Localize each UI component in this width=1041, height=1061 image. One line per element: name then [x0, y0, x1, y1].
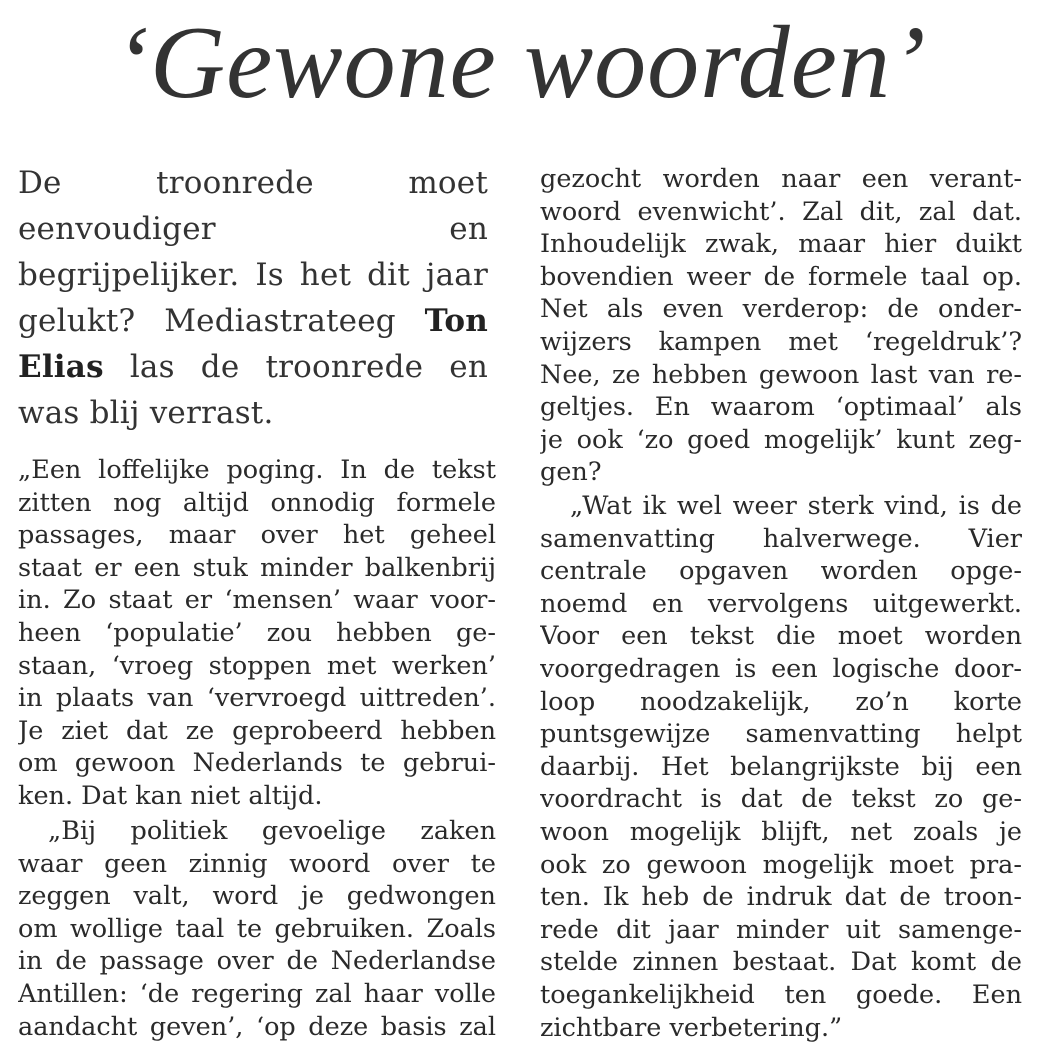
- intro-line-text: las de troonrede en: [103, 349, 488, 385]
- text-line: Voor een tekst die moet worden: [540, 621, 1022, 652]
- text-line: ten. Ik heb de indruk dat de troon-: [540, 882, 1022, 913]
- text-line: Je ziet dat ze geprobeerd hebben: [18, 715, 496, 746]
- text-line: gen?: [540, 457, 602, 488]
- text-line: „Wat ik wel weer sterk vind, is de: [570, 491, 1022, 521]
- intro-line-text: gelukt? Mediastrateeg: [18, 303, 425, 339]
- intro-line: [18, 298, 488, 344]
- text-line: staan, ‘vroeg stoppen met werken’: [18, 650, 496, 681]
- left-paragraph-2: [18, 815, 496, 1043]
- text-line: zichtbare verbetering.”: [540, 1012, 843, 1043]
- text-line: zeggen valt, word je gedwongen: [18, 881, 496, 912]
- text-line: ook zo gewoon mogelijk moet pra-: [540, 849, 1022, 880]
- text-line: zitten nog altijd onnodig formele: [18, 487, 496, 518]
- text-line: Nee, ze hebben gewoon last van re-: [540, 359, 1022, 390]
- text-line: staat er een stuk minder balkenbrij: [18, 552, 496, 583]
- headline: ‘Gewone woorden’: [114, 5, 927, 120]
- intro-line: was blij verrast.: [18, 395, 274, 431]
- text-line: woon mogelijk blijft, net zoals je: [540, 816, 1022, 847]
- text-line: geltjes. En waarom ‘optimaal’ als: [540, 392, 1022, 423]
- text-line: daarbij. Het belangrijkste bij een: [540, 751, 1022, 782]
- text-line: waar geen zinnig woord over te: [18, 848, 496, 879]
- text-line: gezocht worden naar een verant-: [540, 164, 1022, 194]
- text-line: in de passage over de Nederlandse: [18, 946, 496, 977]
- text-line: samenvatting halverwege. Vier: [540, 523, 1022, 554]
- author-last-name: Elias: [18, 349, 104, 385]
- text-line: noemd en vervolgens uitgewerkt.: [540, 588, 1022, 619]
- text-line: om wollige taal te gebruiken. Zoals: [18, 913, 496, 944]
- intro-line: De troonrede moet: [18, 165, 488, 201]
- text-line: in. Zo staat er ‘mensen’ waar voor-: [18, 585, 496, 616]
- text-line: Inhoudelijk zwak, maar hier duikt: [540, 229, 1022, 260]
- text-line: heen ‘populatie’ zou hebben ge-: [18, 617, 496, 648]
- right-paragraph-1: [540, 163, 1022, 489]
- text-line: woord evenwicht’. Zal dit, zal dat.: [540, 196, 1022, 227]
- text-line: Net als even verderop: de onder-: [540, 294, 1022, 325]
- text-line: aandacht geven’, ‘op deze basis zal: [18, 1011, 496, 1042]
- text-line: ken. Dat kan niet altijd.: [18, 780, 323, 811]
- text-line: je ook ‘zo goed mogelijk’ kunt zeg-: [540, 424, 1022, 455]
- text-line: Antillen: ‘de regering zal haar volle: [18, 978, 496, 1009]
- left-paragraph-1: [18, 454, 496, 813]
- text-line: toegankelijkheid ten goede. Een: [540, 979, 1022, 1010]
- text-line: passages, maar over het geheel: [18, 520, 496, 551]
- intro-lead: [18, 160, 488, 436]
- text-line: wijzers kampen met ‘regeldruk’?: [540, 326, 1022, 357]
- text-line: bovendien weer de formele taal op.: [540, 261, 1022, 292]
- text-line: „Bij politiek gevoelige zaken: [48, 816, 496, 846]
- intro-line: [18, 344, 488, 390]
- text-line: in plaats van ‘vervroegd uittreden’.: [18, 683, 496, 714]
- author-first-name: Ton: [424, 303, 488, 339]
- text-line: centrale opgaven worden opge-: [540, 556, 1022, 587]
- text-line: voordracht is dat de tekst zo ge-: [540, 784, 1022, 815]
- text-line: stelde zinnen bestaat. Dat komt de: [540, 947, 1022, 978]
- text-line: om gewoon Nederlands te gebrui-: [18, 748, 496, 779]
- intro-line: eenvoudiger en: [18, 211, 488, 247]
- text-line: voorgedragen is een logische door-: [540, 653, 1022, 684]
- right-paragraph-2: [540, 490, 1022, 1044]
- text-line: rede dit jaar minder uit samenge-: [540, 914, 1022, 945]
- intro-line: begrijpelijker. Is het dit jaar: [18, 257, 488, 293]
- text-line: puntsgewijze samenvatting helpt: [540, 719, 1022, 750]
- text-line: loop noodzakelijk, zo’n korte: [540, 686, 1022, 717]
- text-line: „Een loffelijke poging. In de tekst: [18, 455, 496, 485]
